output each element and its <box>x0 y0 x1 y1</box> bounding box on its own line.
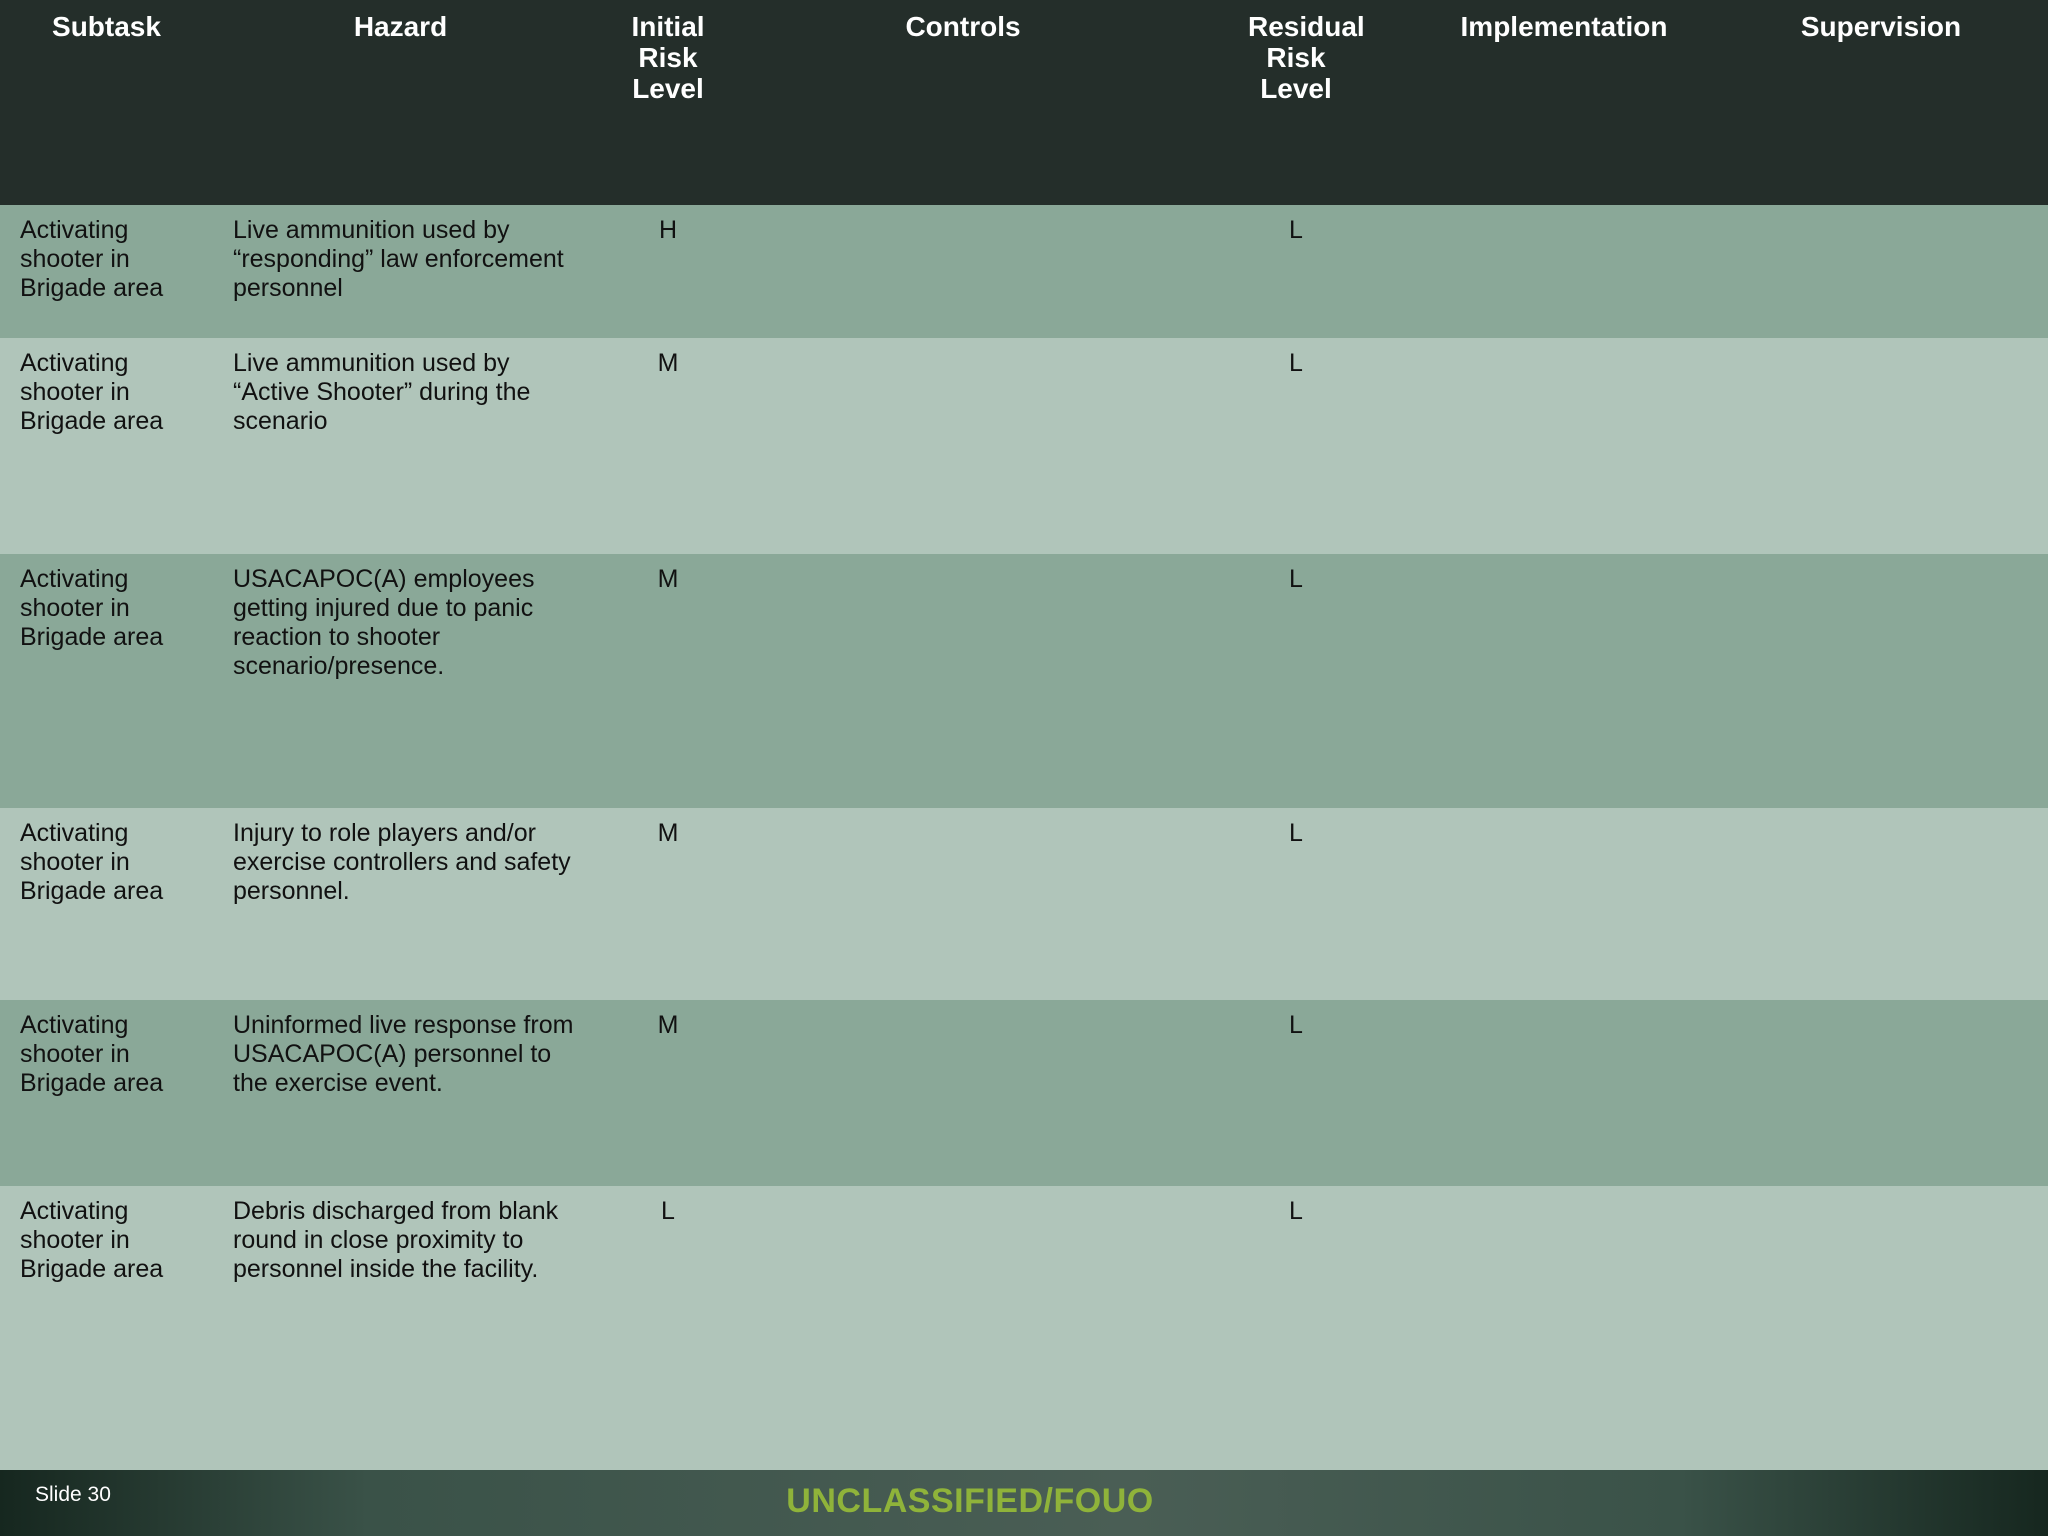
cell-residual-risk: L <box>1289 1011 1303 1039</box>
cell-controls <box>748 1186 1178 1470</box>
cell-subtask: Activating shooter in Brigade area <box>20 349 164 435</box>
cell-hazard: Uninformed live response from USACAPOC(A) personnel to the exercise event. <box>233 1011 574 1097</box>
header-initial-risk-level <box>588 0 748 205</box>
cell-controls <box>748 205 1178 338</box>
cell-controls <box>748 808 1178 1000</box>
header-residual-risk-text: Residual Risk Level <box>1248 11 1365 104</box>
cell-hazard: Debris discharged from blank round in close proximity to personnel inside the facility. <box>233 1197 559 1283</box>
cell-implementation <box>1414 808 1714 1000</box>
header-subtask: Subtask <box>52 11 161 42</box>
cell-residual-risk: L <box>1289 216 1303 244</box>
cell-supervision <box>1714 205 2048 338</box>
table-row <box>0 205 2048 338</box>
table-row <box>0 808 2048 1000</box>
cell-subtask: Activating shooter in Brigade area <box>20 819 164 905</box>
cell-controls <box>748 338 1178 554</box>
cell-controls <box>748 1000 1178 1186</box>
cell-hazard: Live ammunition used by “responding” law enforcement personnel <box>233 216 564 302</box>
header-implementation: Implementation <box>1460 11 1668 42</box>
header-residual-risk-level <box>1178 0 1414 205</box>
cell-residual-risk: L <box>1289 349 1303 377</box>
cell-hazard: USACAPOC(A) employees getting injured due to panic reaction to shooter scenario/presence. <box>233 565 535 680</box>
cell-supervision <box>1714 1000 2048 1186</box>
cell-initial-risk: L <box>661 1197 675 1225</box>
header-initial-risk-text: Initial Risk Level <box>631 11 705 104</box>
cell-residual-risk: L <box>1289 1197 1303 1225</box>
cell-subtask: Activating shooter in Brigade area <box>20 565 164 651</box>
cell-subtask: Activating shooter in Brigade area <box>20 216 164 302</box>
classification-marking: UNCLASSIFIED/FOUO <box>786 1482 1154 1520</box>
cell-supervision <box>1714 1186 2048 1470</box>
table-header-row <box>0 0 2048 205</box>
cell-supervision <box>1714 338 2048 554</box>
table-row <box>0 1000 2048 1186</box>
cell-subtask: Activating shooter in Brigade area <box>20 1011 164 1097</box>
cell-subtask: Activating shooter in Brigade area <box>20 1197 164 1283</box>
cell-implementation <box>1414 338 1714 554</box>
cell-implementation <box>1414 1186 1714 1470</box>
header-hazard: Hazard <box>353 11 448 42</box>
cell-hazard: Injury to role players and/or exercise controllers and safety personnel. <box>233 819 571 905</box>
cell-supervision <box>1714 554 2048 808</box>
table-row <box>0 554 2048 808</box>
slide-number: Slide 30 <box>35 1483 111 1506</box>
cell-initial-risk: M <box>657 349 679 377</box>
cell-residual-risk: L <box>1289 819 1303 847</box>
cell-implementation <box>1414 1000 1714 1186</box>
table-row <box>0 1186 2048 1470</box>
cell-initial-risk: M <box>657 565 679 593</box>
header-supervision: Supervision <box>1800 11 1962 42</box>
cell-implementation <box>1414 205 1714 338</box>
slide-footer <box>0 1470 2048 1536</box>
cell-controls <box>748 554 1178 808</box>
cell-initial-risk: M <box>657 819 679 847</box>
cell-hazard: Live ammunition used by “Active Shooter” during the scenario <box>233 349 531 435</box>
cell-residual-risk: L <box>1289 565 1303 593</box>
table-row <box>0 338 2048 554</box>
cell-supervision <box>1714 808 2048 1000</box>
cell-initial-risk: M <box>657 1011 679 1039</box>
header-controls: Controls <box>905 11 1021 42</box>
cell-implementation <box>1414 554 1714 808</box>
cell-initial-risk: H <box>658 216 678 244</box>
